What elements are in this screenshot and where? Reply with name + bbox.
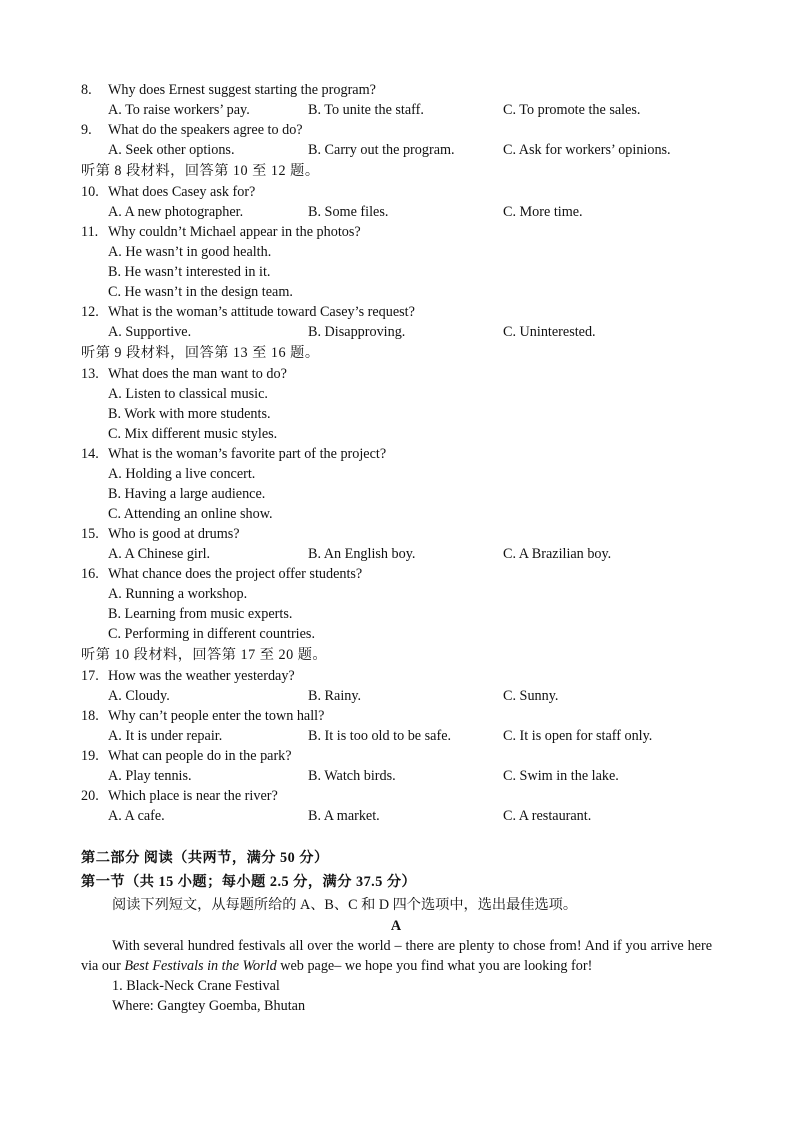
festival-location: Where: Gangtey Goemba, Bhutan [112,998,306,1014]
option-c: C. To promote the sales. [503,102,641,118]
question-stem: What does Casey ask for? [108,184,256,200]
festival-name: 1. Black-Neck Crane Festival [112,978,280,994]
option-a: A. A Chinese girl. [108,546,211,562]
web-page-title: Best Festivals in the World [124,958,277,974]
option-11b [0,262,792,282]
question-12 [0,302,792,322]
instruction-text: 阅读下列短文，从每题所给的 A、B、C 和 D 四个选项中，选出最佳选项。 [112,897,578,913]
options-18 [0,726,792,746]
question-stem: What does the man want to do? [108,366,287,382]
option-13a [0,384,792,404]
section-title: 第一节（共 15 小题；每小题 2.5 分，满分 37.5 分） [81,874,417,890]
option-c: C. Swim in the lake. [503,768,619,784]
option-c: C. More time. [503,204,583,220]
option-13c [0,424,792,444]
option-b: B. He wasn’t interested in it. [108,264,271,280]
question-number: 11. [81,224,99,240]
question-number: 9. [81,122,92,138]
question-19 [0,746,792,766]
section-heading-9 [0,343,792,363]
option-a: A. Play tennis. [108,768,192,784]
option-a: A. Seek other options. [108,142,235,158]
option-13b [0,404,792,424]
question-number: 13. [81,366,99,382]
section-heading-10 [0,645,792,665]
question-number: 16. [81,566,99,582]
options-15 [0,544,792,564]
question-number: 8. [81,82,92,98]
question-stem: What do the speakers agree to do? [108,122,303,138]
option-a: A. Running a workshop. [108,586,248,602]
section-instruction: 听第 10 段材料，回答第 17 至 20 题。 [81,647,328,663]
option-b: B. Carry out the program. [308,142,455,158]
question-17 [0,666,792,686]
option-11c [0,282,792,302]
option-b: B. Some files. [308,204,389,220]
question-number: 10. [81,184,99,200]
option-b: B. It is too old to be safe. [308,728,452,744]
option-14a [0,464,792,484]
option-14b [0,484,792,504]
options-19 [0,766,792,786]
option-11a [0,242,792,262]
question-15 [0,524,792,544]
festival-item-1-location [0,996,792,1016]
question-number: 14. [81,446,99,462]
option-16b [0,604,792,624]
question-number: 17. [81,668,99,684]
option-a: A. He wasn’t in good health. [108,244,272,260]
option-b: B. Learning from music experts. [108,606,293,622]
option-c: C. Uninterested. [503,324,596,340]
question-8 [0,80,792,100]
option-16a [0,584,792,604]
festival-item-1 [0,976,792,996]
option-b: B. Work with more students. [108,406,271,422]
paragraph-text-start: With several hundred festivals all over the world – there are plenty to chose from! And if you arrive here via our [81,938,712,974]
option-a: A. Holding a live concert. [108,466,256,482]
section-heading-8 [0,161,792,181]
option-14c [0,504,792,524]
option-b: B. A market. [308,808,380,824]
question-stem: Who is good at drums? [108,526,240,542]
question-stem: What is the woman’s favorite part of the project? [108,446,387,462]
question-14 [0,444,792,464]
option-b: B. Disapproving. [308,324,406,340]
question-18 [0,706,792,726]
question-number: 20. [81,788,99,804]
passage-paragraph [81,936,712,976]
reading-instruction [0,895,792,915]
option-c: C. He wasn’t in the design team. [108,284,293,300]
section-instruction: 听第 9 段材料，回答第 13 至 16 题。 [81,345,320,361]
option-a: A. Supportive. [108,324,192,340]
question-stem: Why couldn’t Michael appear in the photos? [108,224,361,240]
options-8 [0,100,792,120]
option-b: B. Having a large audience. [108,486,266,502]
question-number: 12. [81,304,99,320]
option-a: A. Cloudy. [108,688,170,704]
question-stem: What chance does the project offer students? [108,566,363,582]
question-13 [0,364,792,384]
option-c: C. A restaurant. [503,808,592,824]
question-11 [0,222,792,242]
question-stem: What is the woman’s attitude toward Casey’s request? [108,304,415,320]
question-stem: How was the weather yesterday? [108,668,295,684]
question-number: 15. [81,526,99,542]
options-10 [0,202,792,222]
part-two-heading [0,848,792,868]
options-12 [0,322,792,342]
options-17 [0,686,792,706]
option-c: C. Performing in different countries. [108,626,315,642]
option-c: C. A Brazilian boy. [503,546,612,562]
option-b: B. An English boy. [308,546,416,562]
question-stem: What can people do in the park? [108,748,292,764]
option-b: B. To unite the staff. [308,102,424,118]
option-b: B. Rainy. [308,688,362,704]
option-c: C. Ask for workers’ opinions. [503,142,671,158]
option-a: A. It is under repair. [108,728,223,744]
question-9 [0,120,792,140]
options-9 [0,140,792,160]
option-a: A. A new photographer. [108,204,244,220]
question-number: 18. [81,708,99,724]
option-c: C. It is open for staff only. [503,728,653,744]
option-b: B. Watch birds. [308,768,396,784]
section-instruction: 听第 8 段材料，回答第 10 至 12 题。 [81,163,320,179]
question-20 [0,786,792,806]
option-a: A. A cafe. [108,808,165,824]
question-number: 19. [81,748,99,764]
question-16 [0,564,792,584]
question-stem: Why can’t people enter the town hall? [108,708,325,724]
part-title: 第二部分 阅读（共两节，满分 50 分） [81,850,329,866]
options-20 [0,806,792,826]
question-10 [0,182,792,202]
option-a: A. Listen to classical music. [108,386,268,402]
option-a: A. To raise workers’ pay. [108,102,250,118]
question-stem: Which place is near the river? [108,788,278,804]
option-16c [0,624,792,644]
section-one-heading [0,872,792,892]
passage-label: A [390,918,402,934]
option-c: C. Mix different music styles. [108,426,278,442]
option-c: C. Attending an online show. [108,506,273,522]
option-c: C. Sunny. [503,688,559,704]
question-stem: Why does Ernest suggest starting the program? [108,82,376,98]
paragraph-text-end: web page– we hope you find what you are looking for! [276,958,593,974]
